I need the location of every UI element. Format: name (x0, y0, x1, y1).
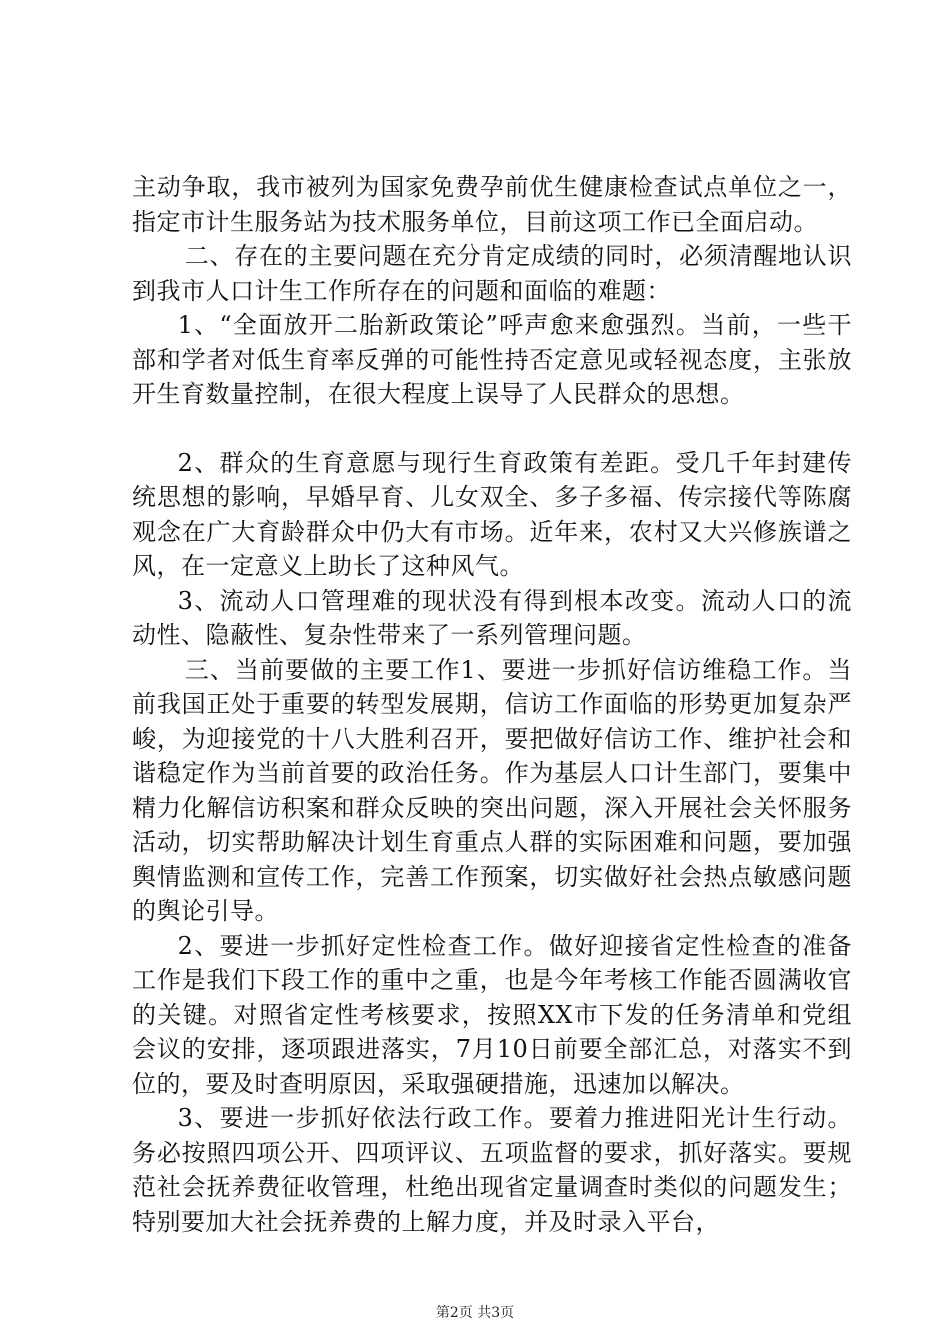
paragraph-section-three-task-1: 三、当前要做的主要工作1、要进一步抓好信访维稳工作。当前我国正处于重要的转型发展期，信访工作面临的形势更加复杂严峻，为迎接党的十八大胜利召开，要把做好信访工作、维护社会和谐稳定作为当前首要的政治任务。作为基层人口计生部门，要集中精力化解信访积案和群众反映的突出问题，深入开展社会关怀服务活动，切实帮助解决计划生育重点人群的实际困难和问题，要加强舆情监测和宣传工作，完善工作预案，切实做好社会热点敏感问题的舆论引导。 (132, 655, 852, 925)
paragraph-section-two-heading: 二、存在的主要问题在充分肯定成绩的同时，必须清醒地认识到我市人口计生工作所存在的问题和面临的难题： (132, 242, 852, 305)
paragraph-problem-2: 2、群众的生育意愿与现行生育政策有差距。受几千年封建传统思想的影响，早婚早育、儿女双全、多子多福、传宗接代等陈腐观念在广大育龄群众中仍大有市场。近年来，农村又大兴修族谱之风，在一定意义上助长了这种风气。 (132, 448, 852, 580)
paragraph-problem-3: 3、流动人口管理难的现状没有得到根本改变。流动人口的流动性、隐蔽性、复杂性带来了一系列管理问题。 (132, 586, 852, 649)
page-number-footer: 第2页 共3页 (435, 1305, 515, 1321)
paragraph-continuation: 主动争取，我市被列为国家免费孕前优生健康检查试点单位之一，指定市计生服务站为技术服务单位，目前这项工作已全面启动。 (132, 173, 852, 236)
paragraph-problem-1: 1、“全面放开二胎新政策论”呼声愈来愈强烈。当前，一些干部和学者对低生育率反弹的可能性持否定意见或轻视态度，主张放开生育数量控制，在很大程度上误导了人民群众的思想。 (132, 311, 852, 408)
paragraph-task-3: 3、要进一步抓好依法行政工作。要着力推进阳光计生行动。务必按照四项公开、四项评议、五项监督的要求，抓好落实。要规范社会抚养费征收管理，杜绝出现省定量调查时类似的问题发生；特别要加大社会抚养费的上解力度，并及时录入平台， (132, 1104, 852, 1236)
paragraph-spacer (132, 412, 852, 446)
document-body (132, 170, 852, 1239)
paragraph-task-2: 2、要进一步抓好定性检查工作。做好迎接省定性检查的准备工作是我们下段工作的重中之重，也是今年考核工作能否圆满收官的关键。对照省定性考核要求，按照XX市下发的任务清单和党组会议的安排，逐项跟进落实，7月10日前要全部汇总，对落实不到位的，要及时查明原因，采取强硬措施，迅速加以解决。 (132, 931, 852, 1098)
